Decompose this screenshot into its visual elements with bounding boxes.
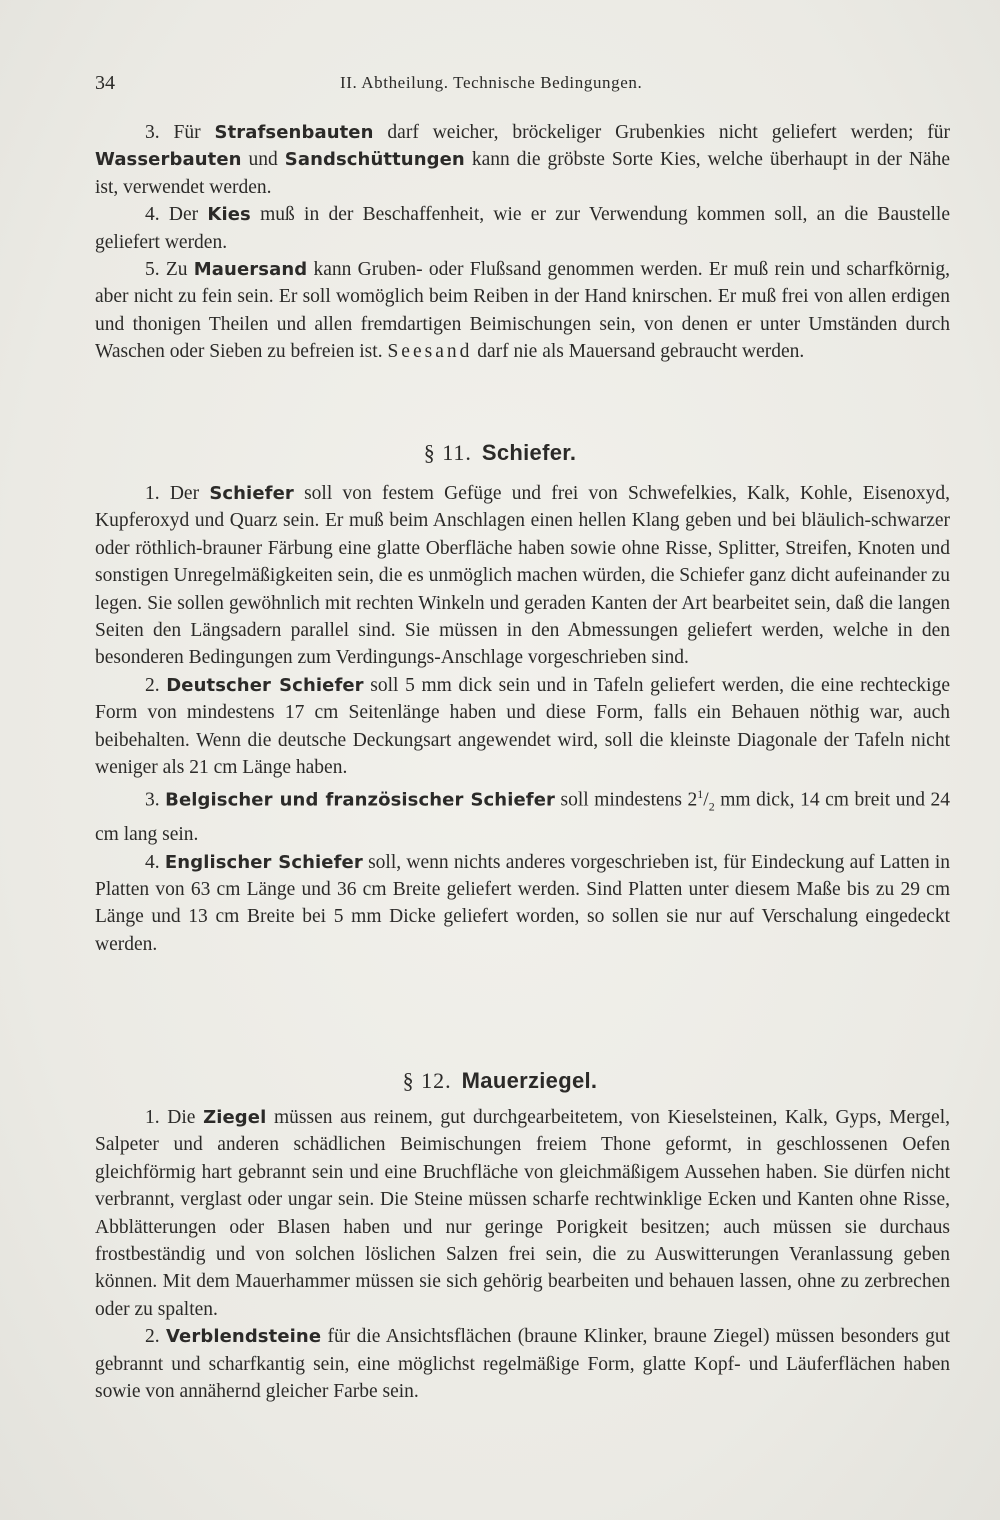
emphasized-term: Sandschüttungen bbox=[284, 149, 465, 171]
text-run: kann Gruben- oder Flußsand genommen werden. Er muß rein und scharfkörnig, aber nicht zu fein sein. Er soll womöglich beim Reiben in der Hand knirschen. Er muß frei von allen erdigen und thonigen Theilen und allen fremdartigen Beimischungen sein, von denen er unter Umständen durch Waschen oder Sieben zu befreien ist. bbox=[95, 259, 950, 363]
section-number: § 12. bbox=[402, 1068, 452, 1093]
emphasized-term: Verblendsteine bbox=[166, 1326, 322, 1348]
text-block-kies-sand bbox=[95, 119, 950, 366]
text-run: soll, wenn nichts anderes vorgeschrieben ist, für Eindeckung auf Latten in Platten von 63 cm Länge und 36 cm Breite geliefert werden. Sind Platten unter diesem Maße bis zu 29 cm Länge und 13 cm Breite bei 5 mm Dicke geliefert worden, so sollen sie nur auf Verschalung eingedeckt werden. bbox=[95, 851, 950, 955]
emphasized-term: Englischer Schiefer bbox=[164, 851, 363, 873]
section-heading-12 bbox=[0, 1068, 1000, 1102]
spaced-term: Seesand bbox=[387, 341, 473, 363]
emphasized-term: Wasserbauten bbox=[95, 149, 242, 171]
paragraph-item-4 bbox=[95, 201, 950, 256]
text-run: 3. bbox=[145, 789, 166, 811]
text-run: 2. bbox=[145, 674, 167, 696]
emphasized-term: Deutscher Schiefer bbox=[166, 674, 364, 696]
text-run: soll 5 mm dick sein und in Tafeln geliefert werden, die eine rechteckige Form von mindestens 17 cm Seitenlänge haben und diese Form, falls ein Behauen nöthig war, auch beibehalten. Wenn die deutsche Deckungsart angewendet wird, soll die kleinste Diagonale der Tafeln nicht weniger als 21 cm Länge haben. bbox=[95, 674, 950, 779]
page-header bbox=[95, 72, 950, 100]
text-run: darf nie als Mauersand gebraucht werden. bbox=[472, 341, 805, 363]
text-run: soll von festem Gefüge und frei von Schwefelkies, Kalk, Kohle, Eisenoxyd, Kupferoxyd und Quarz sein. Er muß beim Anschlagen einen hellen Klang geben und bei bläulich-schwarzer oder röthlich-brauner Färbung eine glatte Oberfläche haben sowie ohne Risse, Splitter, Streifen, Knoten und sonstigen Unregelmäßigkeiten sein, die es unmöglich machen würden, die Schiefer ganz dicht aufeinander zu legen. Sie sollen gewöhnlich mit rechten Winkeln und geraden Kanten der Art bearbeitet sein, daß die langen Seiten den Längsadern parallel sind. Sie müssen in den Abmessungen geliefert werden, welche in den besonderen Bedingungen zum Verdingungs-Anschlage vorgeschrieben sind. bbox=[95, 483, 951, 669]
text-run: 1. Die bbox=[145, 1107, 204, 1128]
paragraph-item-3 bbox=[95, 119, 950, 201]
text-run: und bbox=[241, 149, 285, 171]
paragraph-item-2 bbox=[95, 1323, 950, 1405]
fraction-numerator: 1 bbox=[697, 787, 704, 802]
text-run: 3. Für bbox=[145, 122, 215, 143]
emphasized-term: Schiefer bbox=[209, 483, 294, 504]
section-title: Schiefer. bbox=[481, 440, 577, 465]
section-heading-11 bbox=[0, 440, 1000, 474]
emphasized-term: Strafsenbauten bbox=[214, 122, 374, 143]
paragraph-item-4 bbox=[95, 849, 950, 959]
text-run: 4. bbox=[145, 851, 165, 873]
text-run: 5. Zu bbox=[145, 259, 194, 281]
text-run: müssen aus reinem, gut durchgearbeitetem, von Kieselsteinen, Kalk, Gyps, Mergel, Salpeter und anderen schädlichen Beimischungen freiem Thone geformt, in geschlossenen Oefen gleichförmig hart gebrannt sein und eine Bruchfläche von gleichmäßigem Aussehen haben. Sie dürfen nicht verbrannt, verglast oder ungar sein. Die Steine müssen scharfe rechtwinklige Ecken und Kanten ohne Risse, Abblätterungen oder Blasen haben und nur geringe Porigkeit besitzen; auch müssen sie durchaus frostbeständig und von solchen löslichen Salzen frei sein, die zu Auswitterungen Veranlassung geben können. Mit dem Mauerhammer müssen sie sich gehörig bearbeiten und behauen lassen, ohne zu zerbrechen oder zu spalten. bbox=[95, 1107, 950, 1320]
paragraph-item-2 bbox=[95, 672, 950, 782]
text-run: 1. Der bbox=[145, 483, 210, 504]
text-run: muß in der Beschaffenheit, wie er zur Verwendung kommen soll, an die Baustelle geliefert werden. bbox=[95, 204, 950, 253]
text-run: 4. Der bbox=[145, 204, 208, 226]
paragraph-item-1 bbox=[95, 480, 950, 672]
paragraph-item-3 bbox=[95, 781, 950, 848]
paragraph-item-1 bbox=[95, 1104, 950, 1323]
text-block-schiefer bbox=[95, 480, 950, 958]
text-run: darf weicher, bröckeliger Grubenkies nicht geliefert werden; für bbox=[373, 122, 950, 143]
text-run: 2. bbox=[145, 1326, 167, 1348]
paragraph-item-5 bbox=[95, 256, 950, 366]
section-title: Mauerziegel. bbox=[461, 1068, 598, 1093]
page-number: 34 bbox=[95, 72, 115, 94]
emphasized-term: Mauersand bbox=[193, 259, 308, 281]
section-number: § 11. bbox=[423, 440, 472, 465]
fraction-slash: / bbox=[703, 789, 709, 811]
text-run: für die Ansichtsflächen (braune Klinker, braune Ziegel) müssen besonders gut gebrannt und scharfkantig sein, eine möglichst regelmäßige Form, glatte Kopf- und Läuferflächen haben sowie von annähernd gleicher Farbe sein. bbox=[95, 1326, 951, 1403]
running-head: II. Abtheilung. Technische Bedingungen. bbox=[340, 73, 643, 92]
text-run: kann die gröbste Sorte Kies, welche überhaupt in der Nähe ist, verwendet werden. bbox=[95, 149, 950, 198]
text-run: mm dick, 14 cm breit und 24 cm lang sein. bbox=[95, 789, 950, 846]
emphasized-term: Belgischer und französischer Schiefer bbox=[165, 789, 555, 811]
fraction-denominator: 2 bbox=[708, 799, 715, 814]
text-run: soll mindestens 2 bbox=[555, 789, 698, 811]
text-block-mauerziegel bbox=[95, 1104, 950, 1405]
emphasized-term: Ziegel bbox=[203, 1107, 267, 1128]
emphasized-term: Kies bbox=[207, 204, 251, 226]
